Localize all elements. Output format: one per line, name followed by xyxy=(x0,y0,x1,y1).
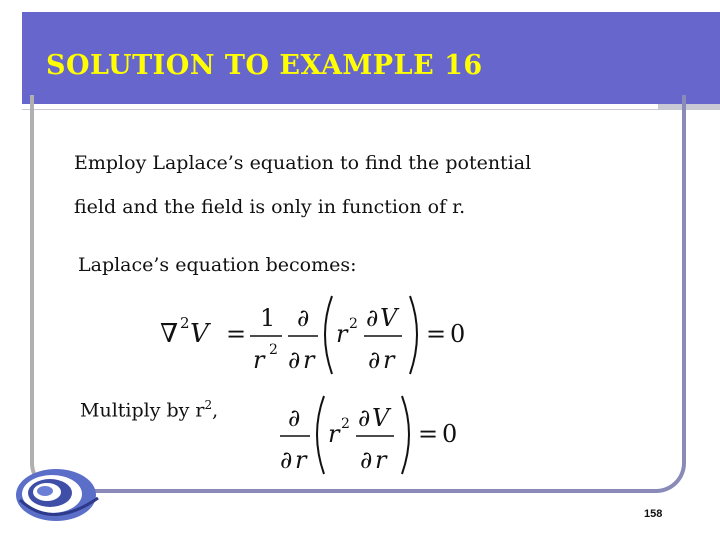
partial-r-bottom: ∂ xyxy=(368,346,381,374)
body-line-1: Employ Laplace’s equation to find the potential xyxy=(74,152,532,174)
partial-v-top: ∂ xyxy=(366,304,379,332)
eq2-partial-r-bottom: ∂ xyxy=(360,446,373,474)
equals-sign-1: = xyxy=(226,320,247,348)
eq2-partial-top: ∂ xyxy=(288,404,301,432)
fraction-one: 1 xyxy=(260,304,276,332)
eq2-partial-v-letter: V xyxy=(372,404,390,432)
eq2-partial-v-top: ∂ xyxy=(358,404,371,432)
eq2-right-paren xyxy=(402,396,409,474)
multiply-label: Multiply by r xyxy=(80,399,205,422)
eq2-inner-r-exp: 2 xyxy=(341,416,350,432)
swirl-logo-icon xyxy=(12,460,102,530)
eq2-left-paren xyxy=(317,396,324,474)
multiply-exponent: 2 xyxy=(204,398,213,412)
right-paren xyxy=(410,296,417,374)
partial-v-letter: V xyxy=(380,304,398,332)
denominator-exp: 2 xyxy=(269,342,278,358)
inner-r-exp: 2 xyxy=(349,316,358,332)
equals-sign-2: = xyxy=(426,320,447,348)
multiply-comma: , xyxy=(212,399,219,422)
partial-top: ∂ xyxy=(297,304,310,332)
body-line-3: Laplace’s equation becomes: xyxy=(78,254,357,276)
eq2-equals-sign: = xyxy=(418,420,439,448)
eq2-inner-r: r xyxy=(328,420,340,448)
nabla-symbol: ∇ xyxy=(160,319,179,349)
nabla-exponent: 2 xyxy=(180,314,190,332)
zero-value: 0 xyxy=(450,320,466,348)
laplace-equation xyxy=(156,290,476,380)
partial-r-letter: r xyxy=(383,346,395,374)
eq2-partial-bottom-r: r xyxy=(295,446,307,474)
slide-title: SOLUTION TO EXAMPLE 16 xyxy=(46,50,483,81)
v-symbol: V xyxy=(190,319,209,349)
multiply-text xyxy=(80,398,218,421)
inner-r: r xyxy=(336,320,348,348)
header-bar xyxy=(22,12,720,104)
body-line-2: field and the field is only in function of r. xyxy=(74,196,466,218)
left-paren xyxy=(325,296,332,374)
denominator-r: r xyxy=(253,346,265,374)
page-number: 158 xyxy=(644,508,663,520)
eq2-zero-value: 0 xyxy=(442,420,458,448)
partial-bottom-r: r xyxy=(303,346,315,374)
partial-bottom: ∂ xyxy=(288,346,301,374)
eq2-partial-r-letter: r xyxy=(375,446,387,474)
multiplied-equation xyxy=(276,392,476,482)
eq2-partial-bottom: ∂ xyxy=(280,446,293,474)
